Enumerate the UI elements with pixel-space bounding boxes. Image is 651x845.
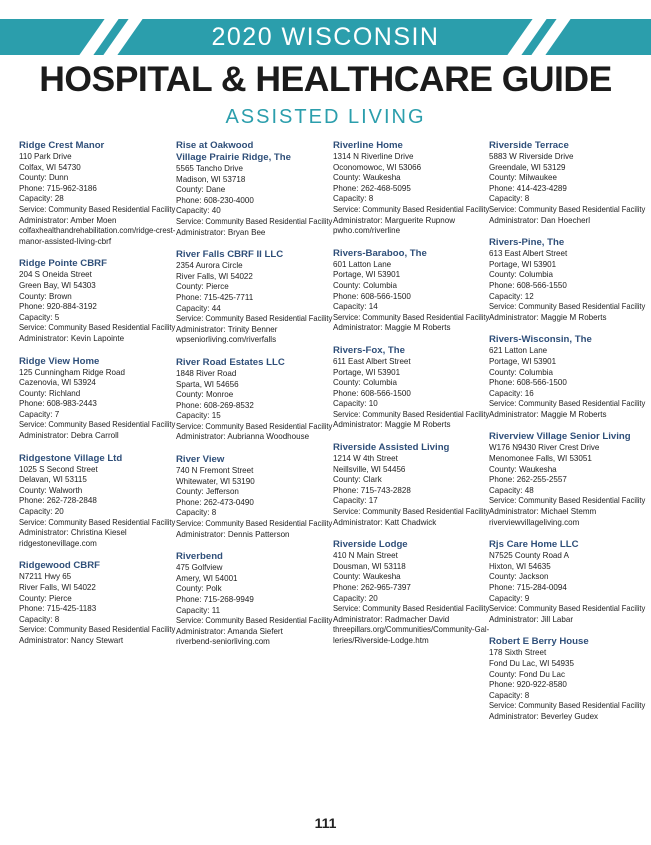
facility-name: Riverside Assisted Living	[333, 442, 450, 454]
facility-detail-line: Whitewater, WI 53190	[176, 476, 255, 486]
facility-name: Ridgestone Village Ltd	[19, 452, 123, 464]
facility-detail-line: Capacity: 12	[489, 291, 534, 301]
facility-detail-line: Service: Community Based Residential Facility	[19, 420, 176, 430]
facility-entry	[333, 345, 490, 431]
facility-detail-line: Phone: 715-425-7711	[176, 292, 254, 302]
facility-detail-line: Service: Community Based Residential Facility	[333, 604, 490, 614]
facility-detail-line: Capacity: 15	[176, 411, 221, 421]
facility-detail-line: County: Walworth	[19, 485, 83, 495]
facility-detail-line: County: Columbia	[489, 270, 553, 280]
page-number: 111	[314, 815, 337, 831]
facility-detail-line: Service: Community Based Residential Facility	[489, 399, 646, 409]
facility-detail-line: Administrator: Maggie M Roberts	[333, 323, 451, 333]
facility-detail-line: Service: Community Based Residential Facility	[176, 216, 333, 226]
facility-detail-line: Greendale, WI 53129	[489, 162, 566, 172]
facility-detail-line: Service: Community Based Residential Facility	[176, 314, 333, 324]
facility-detail-line: 110 Park Drive	[19, 152, 72, 161]
facility-detail-line: Phone: 608-566-1500	[489, 378, 567, 388]
facility-detail-line: Administrator: Maggie M Roberts	[489, 312, 607, 322]
facility-detail-line: Phone: 715-284-0094	[489, 583, 567, 592]
facility-entry	[333, 539, 490, 646]
facility-detail-line: Service: Community Based Residential Facility	[19, 323, 176, 333]
facility-detail-line: County: Pierce	[176, 282, 229, 292]
facility-detail-line: Administrator: Beverley Gudex	[489, 711, 599, 721]
facility-detail-line: County: Jackson	[489, 572, 549, 582]
facility-detail-line: Service: Community Based Residential Facility	[19, 625, 176, 635]
facility-entry	[19, 560, 176, 646]
facility-detail-line: Phone: 262-255-2557	[489, 475, 567, 485]
facility-name: Rivers-Pine, The	[489, 237, 565, 249]
facility-name: Rivers-Fox, The	[333, 344, 405, 356]
facility-detail-line: Capacity: 20	[19, 507, 64, 517]
facility-detail-line: Service: Community Based Residential Facility	[489, 302, 646, 312]
facility-name: Ridgewood CBRF	[19, 560, 101, 572]
facility-detail-line: Service: Community Based Residential Facility	[333, 312, 490, 322]
facility-entry	[489, 237, 646, 323]
facility-detail-line: Portage, WI 53901	[489, 356, 557, 366]
facility-detail-line: County: Waukesha	[489, 464, 557, 474]
facility-detail-line: Service: Community Based Residential Facility	[489, 701, 646, 711]
facility-detail-line: Portage, WI 53901	[333, 367, 401, 377]
facility-detail-line: Administrator: Jill Labar	[489, 614, 574, 624]
facility-name: Rivers-Wisconsin, The	[489, 334, 592, 346]
facility-entry	[489, 636, 646, 722]
facility-detail-line: N7525 County Road A	[489, 551, 570, 561]
facility-detail-line: Service: Community Based Residential Facility	[19, 517, 176, 527]
facility-detail-line: Administrator: Amanda Siefert	[176, 626, 283, 636]
facility-name: Robert E Berry House	[489, 636, 589, 648]
facility-entry	[176, 551, 333, 648]
facility-detail-line: Service: Community Based Residential Facility	[333, 204, 490, 214]
facility-detail-line: 1025 S Second Street	[19, 464, 98, 474]
listing-column-3	[333, 140, 490, 658]
facility-name: River Road Estates LLC	[176, 356, 285, 368]
facility-detail-line: Administrator: Dennis Patterson	[176, 529, 290, 539]
facility-detail-line: 1848 River Road	[176, 368, 237, 378]
facility-detail-line: County: Pierce	[19, 593, 72, 603]
facility-detail-line: Phone: 262-473-0490	[176, 497, 254, 507]
facility-detail-line: Phone: 262-728-2848	[19, 496, 97, 506]
facility-name: Riverside Terrace	[489, 140, 569, 151]
facility-detail-line: N7211 Hwy 65	[19, 572, 72, 582]
facility-detail-line: Phone: 608-230-4000	[176, 195, 254, 205]
facility-detail-line: River Falls, WI 54022	[19, 583, 96, 592]
facility-detail-line: Administrator: Katt Chadwick	[333, 517, 437, 527]
facility-detail-line: Portage, WI 53901	[333, 270, 401, 280]
facility-detail-line: Phone: 608-269-8532	[176, 400, 254, 410]
facility-detail-line: County: Dunn	[19, 173, 69, 183]
facility-detail-line: Service: Community Based Residential Facility	[176, 616, 333, 626]
facility-name: Rjs Care Home LLC	[489, 539, 579, 551]
facility-detail-line: Administrator: Christina Kiesel	[19, 528, 127, 538]
facility-entry	[19, 258, 176, 344]
facility-detail-line: Service: Community Based Residential Facility	[333, 507, 490, 517]
facility-detail-line: Service: Community Based Residential Facility	[333, 409, 490, 419]
facility-name: Ridge Pointe CBRF	[19, 258, 107, 270]
facility-detail-line: pwho.com/riverline	[333, 226, 401, 236]
facility-detail-line: leries/Riverside-Lodge.htm	[333, 635, 429, 645]
facility-detail-line: River Falls, WI 54022	[176, 271, 253, 281]
facility-detail-line: Service: Community Based Residential Facility	[176, 519, 333, 529]
facility-detail-line: County: Monroe	[176, 390, 234, 400]
facility-detail-line: Green Bay, WI 54303	[19, 280, 96, 290]
facility-detail-line: Administrator: Dan Hoecherl	[489, 215, 591, 225]
facility-detail-line: Phone: 920-922-8580	[489, 680, 567, 690]
facility-detail-line: Phone: 608-566-1500	[333, 388, 411, 398]
facility-detail-line: Phone: 715-268-9949	[176, 595, 254, 604]
facility-detail-line: W176 N9430 River Crest Drive	[489, 443, 600, 453]
facility-entry	[176, 454, 333, 540]
facility-detail-line: riverbend-seniorliving.com	[176, 637, 270, 647]
facility-detail-line: Capacity: 28	[19, 194, 64, 204]
page-title: HOSPITAL & HEALTHCARE GUIDE	[39, 59, 612, 99]
listing-column-1	[19, 140, 176, 658]
facility-detail-line: County: Waukesha	[333, 572, 401, 582]
facility-detail-line: Administrator: Bryan Bee	[176, 227, 266, 237]
facility-entry	[489, 539, 646, 625]
facility-detail-line: Capacity: 10	[333, 399, 378, 409]
facility-detail-line: Service: Community Based Residential Facility	[489, 204, 646, 214]
facility-detail-line: Hixton, WI 54635	[489, 561, 551, 571]
facility-detail-line: Administrator: Maggie M Roberts	[489, 409, 607, 419]
facility-detail-line: Capacity: 40	[176, 206, 221, 216]
facility-detail-line: Service: Community Based Residential Facility	[489, 604, 646, 614]
facility-detail-line: Capacity: 7	[19, 409, 60, 419]
facility-entry	[176, 357, 333, 443]
facility-detail-line: County: Columbia	[489, 367, 553, 377]
facility-detail-line: Oconomowoc, WI 53066	[333, 162, 422, 172]
facility-detail-line: Phone: 262-468-5095	[333, 183, 411, 193]
facility-entry	[489, 140, 646, 226]
banner-text: 2020 WISCONSIN	[211, 23, 440, 51]
facility-entry	[489, 431, 646, 528]
facility-detail-line: Administrator: Kevin Lapointe	[19, 333, 125, 343]
facility-detail-line: Phone: 715-425-1183	[19, 604, 97, 614]
facility-detail-line: Capacity: 8	[19, 614, 60, 624]
facility-detail-line: Phone: 920-884-3192	[19, 302, 97, 312]
facility-detail-line: Capacity: 20	[333, 593, 378, 603]
facility-detail-line: Phone: 608-983-2443	[19, 399, 97, 409]
facility-name: Riverside Lodge	[333, 539, 408, 551]
facility-detail-line: 1214 W 4th Street	[333, 454, 398, 464]
facility-detail-line: Menomonee Falls, WI 53051	[489, 454, 592, 464]
facility-detail-line: Colfax, WI 54730	[19, 162, 81, 172]
facility-detail-line: Amery, WI 54001	[176, 573, 238, 583]
section-subtitle: ASSISTED LIVING	[225, 106, 426, 128]
facility-detail-line: County: Clark	[333, 475, 382, 485]
facility-detail-line: 740 N Fremont Street	[176, 466, 254, 476]
facility-detail-line: 125 Cunningham Ridge Road	[19, 367, 125, 377]
facility-entry	[333, 248, 490, 334]
facility-detail-line: 5883 W Riverside Drive	[489, 152, 574, 161]
facility-name: Riverview Village Senior Living	[489, 431, 631, 443]
facility-detail-line: Phone: 262-965-7397	[333, 583, 411, 592]
facility-detail-line: County: Richland	[19, 388, 81, 398]
facility-detail-line: Phone: 414-423-4289	[489, 183, 567, 193]
facility-detail-line: 475 Golfview	[176, 563, 223, 573]
facility-detail-line: 613 East Albert Street	[489, 249, 568, 259]
facility-detail-line: Capacity: 44	[176, 303, 221, 313]
facility-detail-line: County: Fond Du Lac	[489, 669, 565, 679]
facility-detail-line: Administrator: Debra Carroll	[19, 431, 119, 441]
facility-detail-line: wpseniorliving.com/riverfalls	[176, 335, 277, 345]
facility-detail-line: 410 N Main Street	[333, 551, 398, 561]
facility-detail-line: Capacity: 48	[489, 485, 534, 495]
facility-detail-line: Administrator: Maggie M Roberts	[333, 420, 451, 430]
facility-detail-line: County: Polk	[176, 584, 222, 594]
facility-detail-line: Portage, WI 53901	[489, 259, 557, 269]
facility-detail-line: Capacity: 17	[333, 496, 378, 506]
facility-name: River Falls CBRF II LLC	[176, 249, 284, 261]
facility-detail-line: County: Dane	[176, 185, 226, 195]
facility-detail-line: Neillsville, WI 54456	[333, 464, 406, 474]
facility-detail-line: Administrator: Nancy Stewart	[19, 635, 124, 645]
facility-detail-line: Sparta, WI 54656	[176, 379, 239, 389]
facility-detail-line: Cazenovia, WI 53924	[19, 378, 96, 388]
facility-detail-line: Capacity: 11	[176, 605, 221, 615]
facility-detail-line: Phone: 715-743-2828	[333, 485, 411, 495]
facility-detail-line: County: Milwaukee	[489, 173, 557, 183]
facility-detail-line: Capacity: 8	[489, 194, 530, 204]
facility-detail-line: 621 Latton Lane	[489, 346, 548, 356]
facility-detail-line: 611 East Albert Street	[333, 356, 411, 366]
facility-detail-line: Madison, WI 53718	[176, 174, 246, 184]
facility-detail-line: colfaxhealthandrehabilitation.com/ridge-crest-	[19, 226, 176, 236]
facility-detail-line: Service: Community Based Residential Facility	[489, 496, 646, 506]
facility-detail-line: Delavan, WI 53115	[19, 475, 87, 485]
facility-name: Ridge Crest Manor	[19, 140, 105, 151]
facility-detail-line: 5565 Tancho Drive	[176, 164, 243, 173]
facility-detail-line: Capacity: 8	[176, 508, 217, 518]
facility-detail-line: County: Brown	[19, 291, 72, 301]
facility-entry	[333, 140, 490, 237]
facility-detail-line: riverviewvillageliving.com	[489, 517, 580, 527]
facility-detail-line: ridgestonevillage.com	[19, 538, 97, 548]
facility-name: Rivers-Baraboo, The	[333, 247, 427, 259]
facility-detail-line: 178 Sixth Street	[489, 648, 547, 658]
facility-detail-line: Administrator: Radmacher David	[333, 614, 450, 624]
facility-detail-line: Capacity: 8	[333, 194, 374, 204]
facility-detail-line: 2354 Aurora Circle	[176, 261, 243, 271]
facility-entry	[19, 453, 176, 550]
facility-name: Village Prairie Ridge, The	[176, 152, 291, 163]
facility-detail-line: Service: Community Based Residential Facility	[19, 204, 176, 214]
facility-name: Riverbend	[176, 551, 223, 563]
facility-detail-line: 204 S Oneida Street	[19, 270, 92, 280]
facility-entry	[19, 140, 176, 247]
facility-detail-line: County: Columbia	[333, 378, 397, 388]
facility-detail-line: Capacity: 8	[489, 690, 530, 700]
facility-entry	[19, 356, 176, 442]
facility-detail-line: County: Jefferson	[176, 487, 239, 497]
facility-detail-line: Administrator: Marguerite Rupnow	[333, 215, 456, 225]
facility-name: Rise at Oakwood	[176, 140, 254, 151]
facility-entry	[333, 442, 490, 528]
facility-detail-line: Administrator: Trinity Benner	[176, 324, 278, 334]
facility-detail-line: Capacity: 5	[19, 312, 60, 322]
facility-entry	[176, 140, 333, 238]
facility-detail-line: Phone: 715-962-3186	[19, 183, 97, 193]
facility-detail-line: 1314 N Riverline Drive	[333, 152, 414, 161]
facility-detail-line: County: Waukesha	[333, 173, 401, 183]
facility-name: Riverline Home	[333, 140, 403, 151]
facility-name: River View	[176, 454, 225, 466]
facility-detail-line: 601 Latton Lane	[333, 259, 392, 269]
facility-detail-line: Capacity: 16	[489, 388, 534, 398]
facility-detail-line: Capacity: 9	[489, 593, 530, 603]
facility-detail-line: manor-assisted-living-cbrf	[19, 236, 112, 246]
facility-entry	[176, 249, 333, 346]
facility-detail-line: Phone: 608-566-1500	[333, 291, 411, 301]
facility-name: Ridge View Home	[19, 355, 100, 367]
facility-entry	[489, 334, 646, 420]
facility-detail-line: Administrator: Aubrianna Woodhouse	[176, 432, 310, 442]
listing-column-4	[489, 140, 646, 734]
facility-detail-line: Dousman, WI 53118	[333, 561, 406, 571]
facility-detail-line: Administrator: Michael Stemm	[489, 507, 597, 517]
facility-detail-line: Service: Community Based Residential Facility	[176, 421, 333, 431]
facility-detail-line: Phone: 608-566-1550	[489, 280, 567, 290]
listing-column-2	[176, 140, 333, 659]
facility-detail-line: threepillars.org/Communities/Community-Gal-	[333, 625, 490, 635]
facility-detail-line: Capacity: 14	[333, 302, 378, 312]
facility-detail-line: Administrator: Amber Moen	[19, 215, 117, 225]
facility-detail-line: Fond Du Lac, WI 54935	[489, 658, 574, 668]
facility-detail-line: County: Columbia	[333, 280, 397, 290]
